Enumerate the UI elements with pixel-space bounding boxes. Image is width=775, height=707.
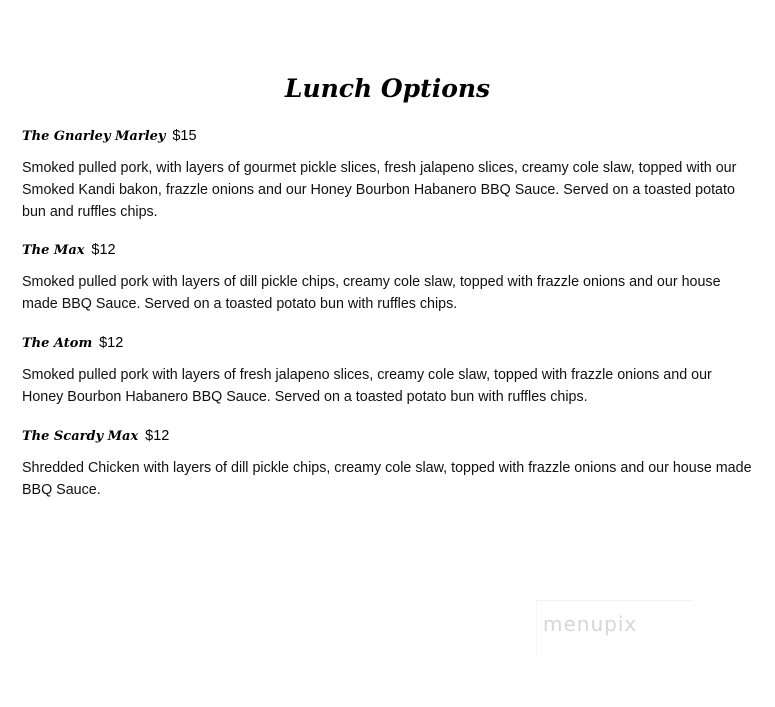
menu-item-name: The Max [22,243,85,258]
menu-item-price: $12 [99,335,124,351]
watermark-box [536,600,693,659]
menu-item [22,426,752,501]
menu-item-description: Smoked pulled pork with layers of fresh jalapeno slices, creamy cole slaw, topped with frazzle onions and our Honey Bourbon Habanero BBQ Sauce. Served on a toasted potato bun with ruffles chips. [22,367,712,405]
menu-item-name: The Atom [22,336,93,351]
menu-item [22,240,752,315]
menu-item-name: The Scardy Max [22,429,139,444]
menu-item-name: The Gnarley Marley [22,129,166,144]
menu-item-price: $12 [91,242,116,258]
page-title: Lunch Options [284,74,491,103]
menu-item-header [22,240,752,260]
menu-item-price: $12 [145,428,170,444]
watermark-logo: menupix [543,612,638,636]
menu-item-description: Smoked pulled pork with layers of dill pickle chips, creamy cole slaw, topped with frazzle onions and our house made BBQ Sauce. Served on a toasted potato bun with ruffles chips. [22,274,721,312]
menu-item-price: $15 [172,128,197,144]
menu-item-header [22,426,752,446]
menu-item-description: Smoked pulled pork, with layers of gourmet pickle slices, fresh jalapeno slices, creamy cole slaw, topped with our Smoked Kandi bakon, frazzle onions and our Honey Bourbon Habanero BBQ Sauce. Served on a toasted potato bun and ruffles chips. [22,160,737,220]
menu-item-header [22,126,752,146]
menu-item-header [22,333,752,353]
menu-item [22,333,752,408]
menu-item [22,126,752,223]
menu-item-description: Shredded Chicken with layers of dill pickle chips, creamy cole slaw, topped with frazzle onions and our house made BBQ Sauce. [22,460,752,498]
